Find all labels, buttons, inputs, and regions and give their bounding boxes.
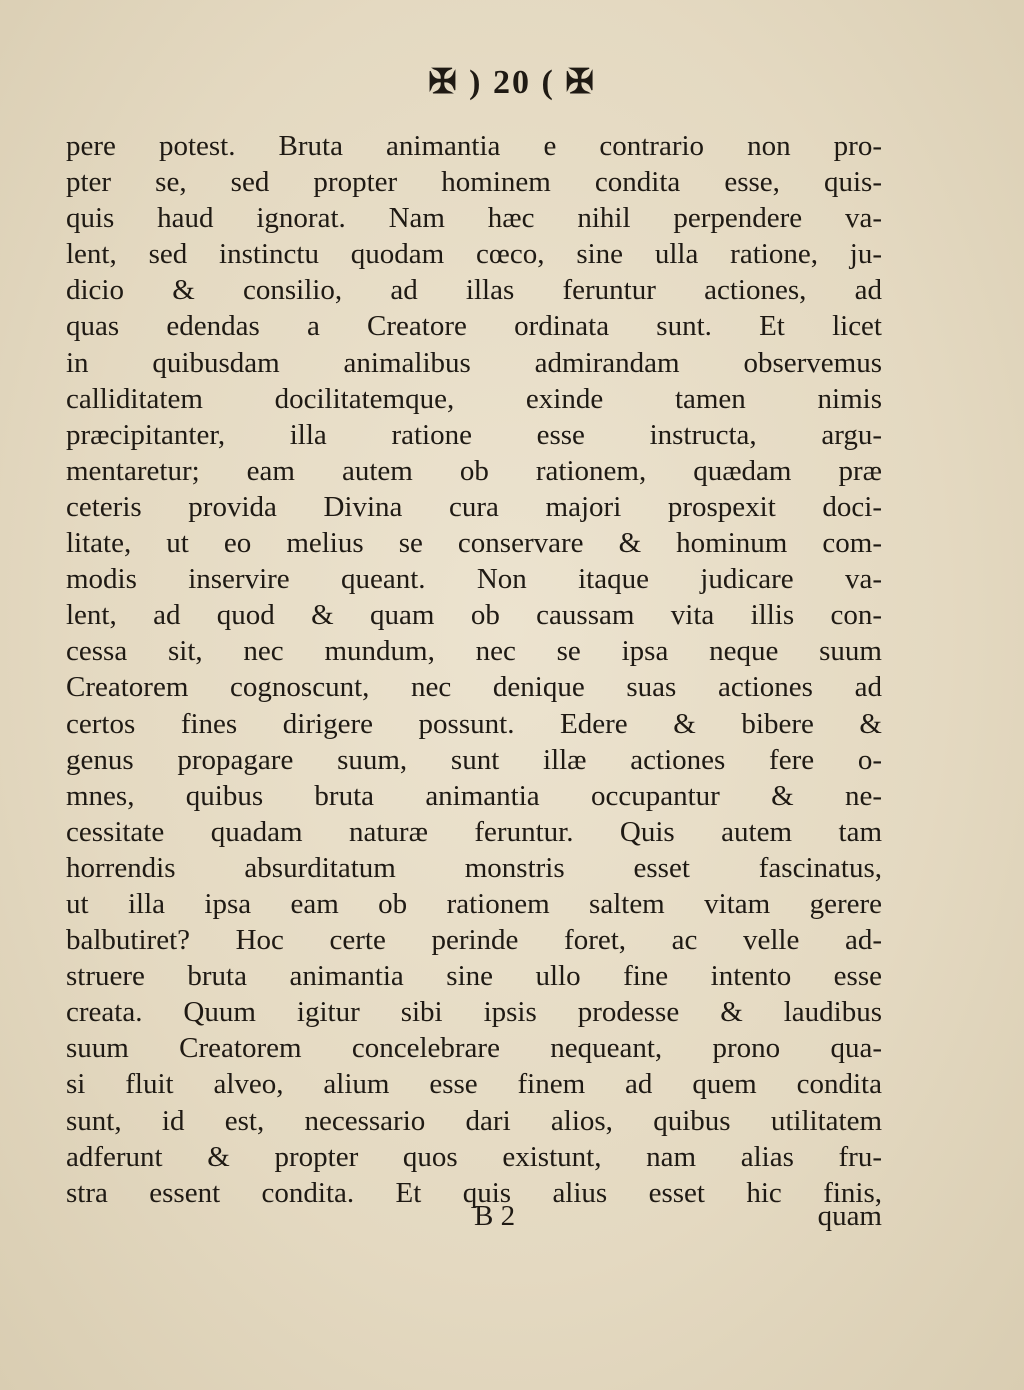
text-line: Creatorem cognoscunt, nec denique suas actiones ad: [66, 671, 882, 704]
text-line: pere potest. Bruta animantia e contrario non pro-: [66, 130, 882, 162]
text-line: sunt, id est, necessario dari alios, quibus utilitatem: [66, 1104, 882, 1137]
text-line: modis inservire queant. Non itaque judicare va-: [66, 563, 882, 596]
text-line: mnes, quibus bruta animantia occupantur & ne-: [66, 779, 882, 812]
text-line: in quibusdam animalibus admirandam observemus: [66, 346, 882, 379]
page-header: ✠ ) 20 ( ✠: [428, 64, 596, 101]
text-line: mentaretur; eam autem ob rationem, quædam præ: [66, 454, 882, 487]
text-line: dicio & consilio, ad illas feruntur actiones, ad: [66, 274, 882, 307]
text-line: cessa sit, nec mundum, nec se ipsa neque suum: [66, 635, 882, 668]
text-line: creata. Quum igitur sibi ipsis prodesse & laudibus: [66, 996, 882, 1029]
text-line: quis haud ignorat. Nam hæc nihil perpendere va-: [66, 202, 882, 235]
text-line: ut illa ipsa eam ob rationem saltem vitam gerere: [66, 887, 882, 920]
page-footer: [66, 1200, 882, 1240]
catchword: quam: [817, 1200, 882, 1232]
text-line: quas edendas a Creatore ordinata sunt. Et licet: [66, 310, 882, 343]
text-line: balbutiret? Hoc certe perinde foret, ac velle ad-: [66, 924, 882, 957]
text-line: cessitate quadam naturæ feruntur. Quis autem tam: [66, 815, 882, 848]
body-text: [66, 128, 882, 1211]
text-line: præcipitanter, illa ratione esse instructa, argu-: [66, 418, 882, 451]
text-line: stra essent condita. Et quis alius esset hic finis,: [66, 1176, 882, 1209]
text-line: struere bruta animantia sine ullo fine intento esse: [66, 960, 882, 993]
text-line: litate, ut eo melius se conservare & hominum com-: [66, 527, 882, 560]
text-line: certos fines dirigere possunt. Edere & bibere &: [66, 707, 882, 740]
signature-mark: B 2: [474, 1200, 516, 1232]
text-line: calliditatem docilitatemque, exinde tamen nimis: [66, 382, 882, 415]
text-line: adferunt & propter quos existunt, nam alias fru-: [66, 1140, 882, 1173]
text-line: lent, sed instinctu quodam cœco, sine ulla ratione, ju-: [66, 238, 882, 271]
text-line: genus propagare suum, sunt illæ actiones fere o-: [66, 743, 882, 776]
text-line: suum Creatorem concelebrare nequeant, prono qua-: [66, 1032, 882, 1065]
text-line: ceteris provida Divina cura majori prospexit doci-: [66, 490, 882, 523]
text-line: lent, ad quod & quam ob caussam vita illis con-: [66, 599, 882, 632]
text-line: pter se, sed propter hominem condita esse, quis-: [66, 166, 882, 199]
text-line: horrendis absurditatum monstris esset fascinatus,: [66, 851, 882, 884]
text-line: si fluit alveo, alium esse finem ad quem condita: [66, 1068, 882, 1101]
